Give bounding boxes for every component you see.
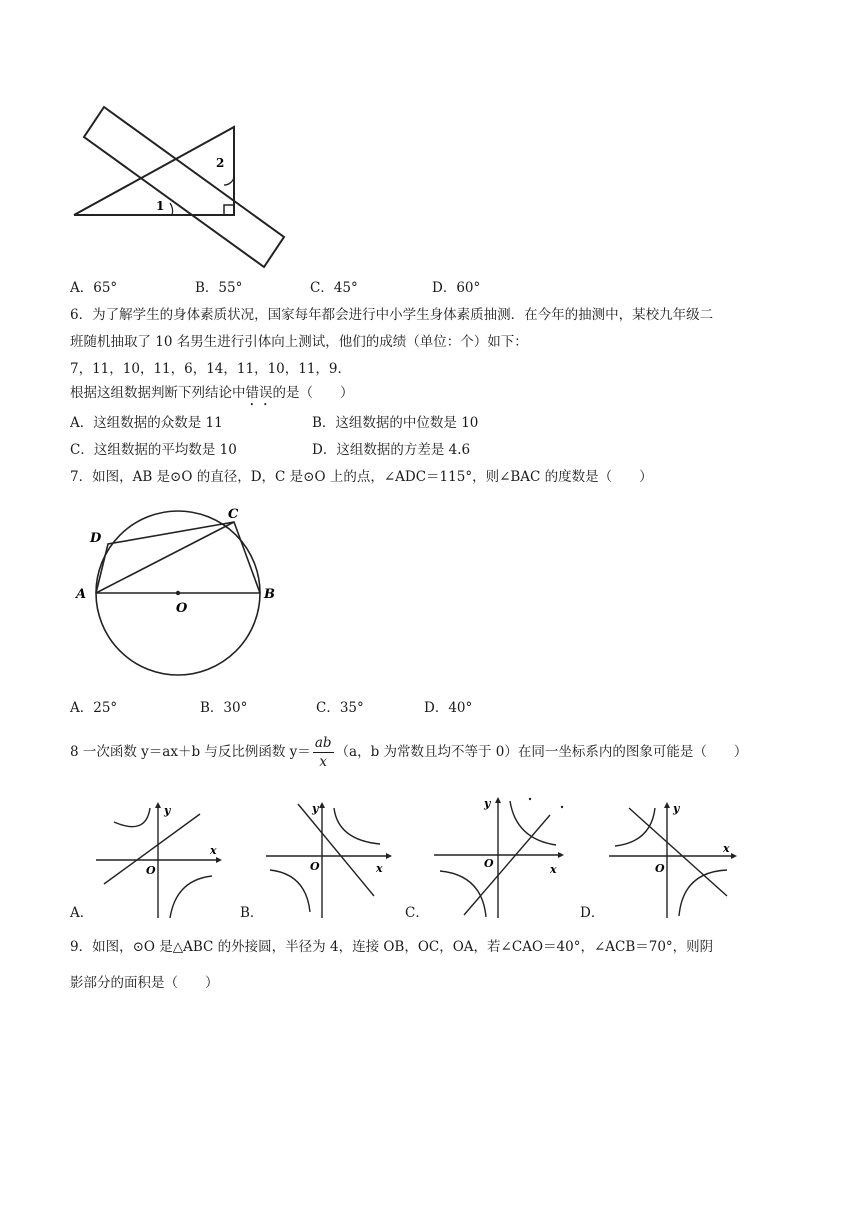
q8-b-y-label: y xyxy=(312,802,319,815)
point-d-label: D xyxy=(90,531,102,546)
q5-option-c: C．45° xyxy=(310,280,358,296)
q8-b-origin-label: O xyxy=(310,860,320,873)
q6-data-line: 7，11，10，11，6，14，11，10，11，9． xyxy=(70,361,352,377)
q5-option-a: A．65° xyxy=(70,280,118,296)
q8-d-origin-label: O xyxy=(655,862,665,875)
q8-c-x-label: x xyxy=(550,863,557,876)
q6-option-b: B．这组数据的中位数是 10 xyxy=(312,415,479,431)
q8-stem-part-1: 8 一次函数 y＝ax＋b 与反比例函数 y＝ xyxy=(70,744,311,760)
q6-option-c: C．这组数据的平均数是 10 xyxy=(70,442,237,458)
q8-option-d: D． xyxy=(580,905,605,921)
q7-circle-figure xyxy=(70,500,290,685)
point-a-label: A xyxy=(76,587,87,602)
q6-question-prefix: 根据这组数据判断下列结论中 xyxy=(70,385,246,401)
q8-c-y-label: y xyxy=(484,797,491,810)
q8-fraction xyxy=(313,734,334,771)
q6-stem-line-2: 班随机抽取了 10 名男生进行引体向上测试，他们的成绩（单位：个）如下： xyxy=(70,334,528,350)
q8-stem xyxy=(70,733,747,771)
q8-fraction-denominator: x xyxy=(319,754,327,770)
q8-c-origin-label: O xyxy=(484,857,494,870)
q5-option-b: B．55° xyxy=(195,280,243,296)
q8-fraction-numerator: ab xyxy=(314,735,332,751)
q8-d-y-label: y xyxy=(673,802,680,815)
q6-option-d: D．这组数据的方差是 4.6 xyxy=(312,442,471,458)
angle-1-label: 1 xyxy=(156,199,165,213)
q5-figure xyxy=(60,95,300,275)
q7-option-d: D．40° xyxy=(424,700,473,716)
q6-question-emphasis: 错误 xyxy=(245,385,273,401)
q6-question-line xyxy=(70,384,354,409)
q5-option-d: D．60° xyxy=(432,280,481,296)
q8-a-y-label: y xyxy=(164,804,171,817)
point-b-label: B xyxy=(264,587,275,602)
q7-option-c: C．35° xyxy=(316,700,364,716)
q9-stem-line-1: 9．如图，⊙O 是△ABC 的外接圆，半径为 4，连接 OB，OC，OA，若∠CAO＝40°，∠ACB＝70°，则阴 xyxy=(70,939,714,955)
q9-stem-line-2: 影部分的面积是（ ） xyxy=(70,975,219,991)
q8-graph-a xyxy=(92,800,222,918)
q6-question-suffix: 的是（ ） xyxy=(272,385,354,401)
q8-d-x-label: x xyxy=(723,842,730,855)
q8-b-x-label: x xyxy=(376,862,383,875)
q7-stem: 7．如图，AB 是⊙O 的直径，D，C 是⊙O 上的点，∠ADC＝115°，则∠BAC 的度数是（ ） xyxy=(70,469,653,485)
point-o-label: O xyxy=(176,601,188,616)
q8-a-x-label: x xyxy=(210,844,217,857)
q8-graph-c xyxy=(430,795,565,918)
point-c-label: C xyxy=(228,507,239,522)
q8-option-c: C． xyxy=(405,905,429,921)
q8-graph-b xyxy=(262,800,392,918)
q7-option-b: B．30° xyxy=(200,700,248,716)
q8-graph-d xyxy=(605,800,737,918)
q6-stem-line-1: 6．为了解学生的身体素质状况，国家每年都会进行中小学生身体素质抽测．在今年的抽测中，某校九年级二 xyxy=(70,307,714,323)
q8-option-a: A． xyxy=(70,905,94,921)
q8-a-origin-label: O xyxy=(146,864,156,877)
q7-option-a: A．25° xyxy=(70,700,118,716)
q6-option-a: A．这组数据的众数是 11 xyxy=(70,415,223,431)
angle-2-label: 2 xyxy=(216,156,225,170)
q8-option-b: B． xyxy=(240,905,264,921)
q8-stem-part-2: （a，b 为常数且均不等于 0）在同一坐标系内的图象可能是（ ） xyxy=(335,744,748,760)
